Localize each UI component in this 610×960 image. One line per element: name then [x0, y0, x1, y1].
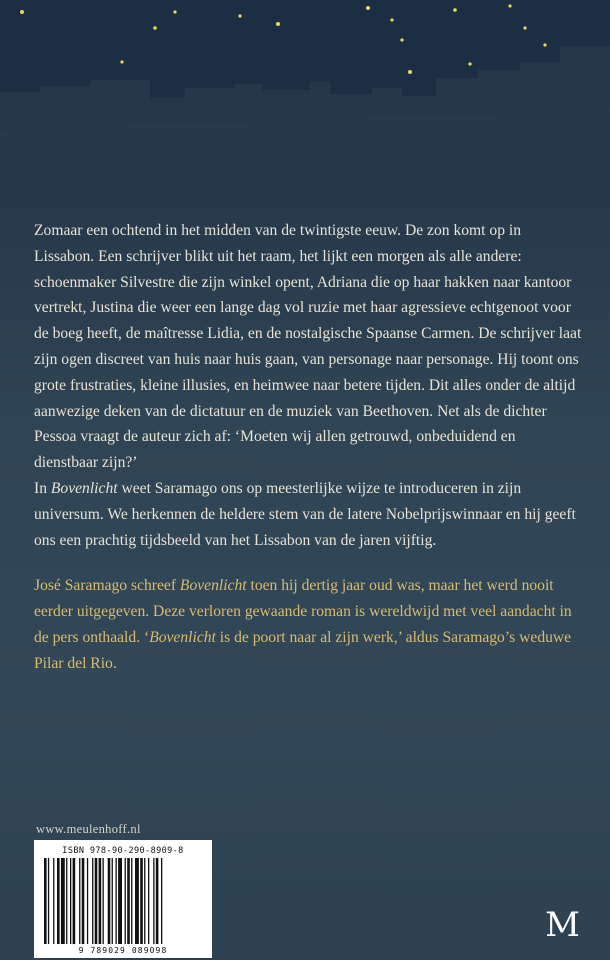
- barcode-bar: [144, 858, 145, 944]
- barcode-bar: [153, 858, 154, 944]
- barcode-bar: [61, 858, 65, 944]
- back-cover-blurb: [34, 218, 582, 677]
- barcode-bar: [48, 858, 49, 944]
- barcode-bar: [135, 858, 139, 944]
- barcode-bar: [57, 858, 60, 944]
- book-title: Bovenlicht: [179, 577, 247, 595]
- barcode-bar: [66, 858, 67, 944]
- barcode-bar: [103, 858, 104, 944]
- barcode-bar: [87, 858, 88, 944]
- barcode-bar: [131, 858, 132, 944]
- publisher-logo: M: [545, 905, 580, 945]
- barcode-bar: [95, 858, 98, 944]
- barcode-bar: [116, 858, 117, 944]
- night-skyline-illustration: [0, 0, 610, 200]
- barcode-bar: [79, 858, 80, 944]
- barcode-label: [34, 840, 212, 958]
- ean-digits: 9 789029 089098: [78, 946, 168, 955]
- barcode-bar: [161, 858, 162, 944]
- barcode-bar: [82, 858, 85, 944]
- barcode-bar: [53, 858, 54, 944]
- synopsis-paragraph: Zomaar een ochtend in het midden van de twintigste eeuw. De zon komt op in Lissabon. Een schrijver blikt uit het raam, het lijkt een morgen als alle andere: schoenmaker Silvestre die zijn winkel opent, Adriana die op haar hakken naar kantoor vertrekt, Justina die weer een lange dag vol ruzie met haar agressieve echtgenoot voor de boeg heeft, de maîtresse Lidia, en de nostalgische Spaanse Carmen. De schrijver laat zijn ogen discreet van huis naar huis gaan, van personage naar personage. Hij toont ons grote frustraties, kleine illusies, en heimwee naar betere tijden. Dit alles onder de altijd aanwezige deken van de dictatuur en de muziek van Beethoven. Net als de dichter Pessoa vraagt de auteur zich af: ‘Moeten wij allen getrouwd, onbeduidend en dienstbaar zijn?’: [34, 222, 582, 472]
- barcode-bar: [127, 858, 130, 944]
- barcode-bar: [112, 858, 113, 944]
- barcode-bar: [44, 858, 47, 944]
- isbn-number: ISBN 978-90-290-8909-8: [62, 846, 184, 856]
- barcode-bar: [108, 858, 111, 944]
- book-title: Bovenlicht: [149, 628, 216, 646]
- barcode-bar: [118, 858, 122, 944]
- barcode-bar: [70, 858, 71, 944]
- barcode-bar: [73, 858, 76, 944]
- barcode-bar: [140, 858, 143, 944]
- barcode-bar: [125, 858, 126, 944]
- book-title: Bovenlicht: [50, 479, 118, 497]
- publication-note: José Saramago schreef Bovenlicht toen hij dertig jaar oud was, maar het werd nooit eerder uitgegeven. Deze verloren gewaande roman is wereldwijd met veel aandacht in de pers onthaald. ‘Bovenlicht is de poort naar al zijn werk,’ aldus Saramago’s weduwe Pilar del Rio.: [34, 577, 572, 672]
- intro-paragraph: In Bovenlicht weet Saramago ons op meesterlijke wijze te introduceren in zijn universum. We herkennen de heldere stem van de latere Nobelprijswinnaar en hij geeft ons een prachtig tijdsbeeld van het Lissabon van de jaren vijftig.: [34, 479, 576, 549]
- publisher-website: www.meulenhoff.nl: [36, 822, 141, 836]
- barcode-bar: [148, 858, 149, 944]
- barcode-bar: [92, 858, 93, 944]
- barcode: [42, 858, 204, 944]
- barcode-bar: [99, 858, 102, 944]
- barcode-bar: [156, 858, 159, 944]
